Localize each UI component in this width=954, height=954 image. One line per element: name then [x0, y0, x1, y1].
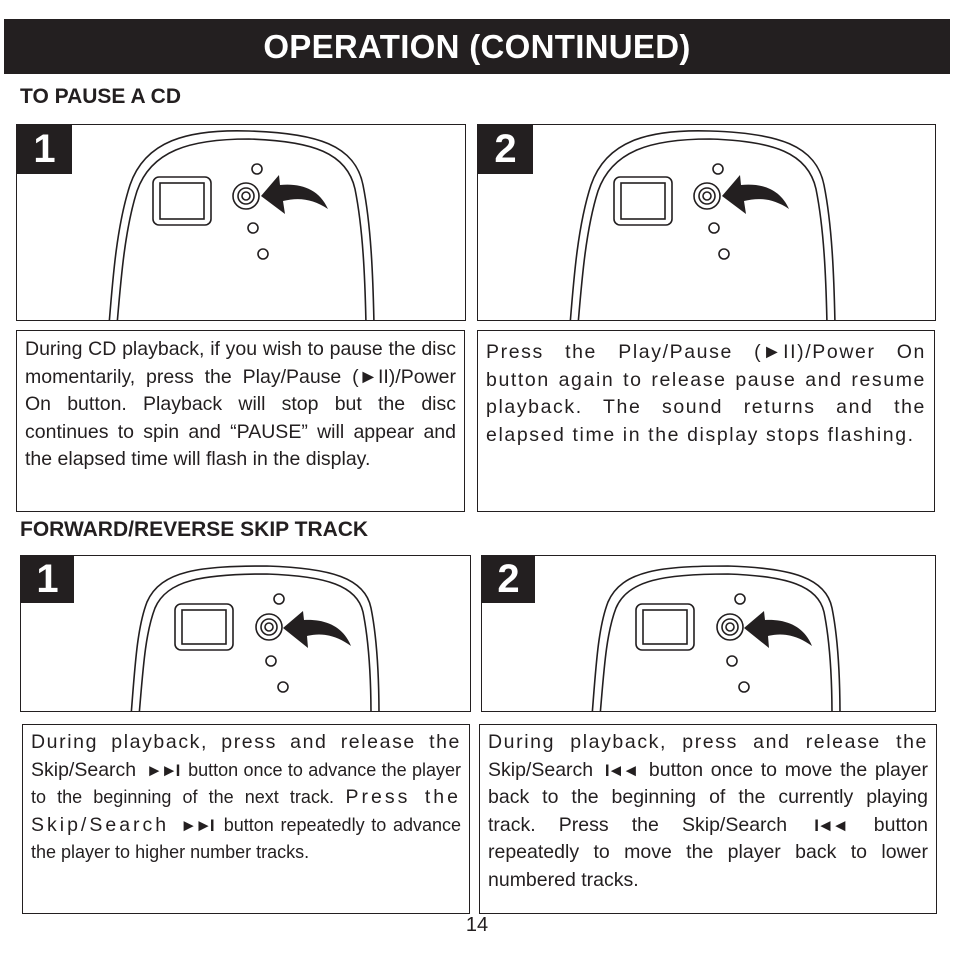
page-number: 14 — [465, 914, 489, 936]
skip-back-icon: I◄◄ — [814, 815, 847, 835]
page-title: OPERATION (CONTINUED) — [4, 19, 950, 74]
curved-arrow-icon — [261, 175, 328, 214]
skip-forward-icon: ►►I — [180, 815, 213, 835]
step-number-badge: 2 — [478, 125, 533, 174]
step-number-badge: 1 — [21, 556, 74, 603]
device-illustration — [482, 556, 935, 711]
step-number-badge: 2 — [482, 556, 535, 603]
skip-forward-icon: ►►I — [145, 760, 179, 780]
curved-arrow-icon — [283, 611, 351, 648]
device-illustration — [478, 125, 935, 320]
device-illustration — [17, 125, 465, 320]
device-illustration — [21, 556, 470, 711]
illustration-panel-pause-1 — [16, 124, 466, 321]
curved-arrow-icon — [744, 611, 812, 648]
instruction-text-pause-1: During CD playback, if you wish to pause the disc momentarily, press the Play/Pause (►II)/Power On button. Playback will stop but the disc continues to spin and “PAUSE” will appear and the elapsed time will flash in the display. — [16, 330, 465, 512]
illustration-panel-pause-2 — [477, 124, 936, 321]
instruction-text-pause-2: Press the Play/Pause (►II)/Power On button again to release pause and resume playback. The sound returns and the elapsed time in the display stops flashing. — [477, 330, 935, 512]
instruction-text-skip-2: During playback, press and release the Skip/Search I◄◄ button once to move the player back to the beginning of the currently playing track. Press the Skip/Search I◄◄ button repeatedly to move the player back to lower numbered tracks. — [479, 724, 937, 914]
skip-back-icon: I◄◄ — [604, 760, 638, 780]
instruction-text-skip-1: During playback, press and release the Skip/Search ►►I button once to advance the player to the beginning of the next track. Press the Skip/Search ►►I button repeatedly to advance the player to higher number tracks. — [22, 724, 470, 914]
step-number-badge: 1 — [17, 125, 72, 174]
illustration-panel-skip-2 — [481, 555, 936, 712]
section-title-skip: FORWARD/REVERSE SKIP TRACK — [20, 518, 369, 541]
section-title-pause: TO PAUSE A CD — [20, 85, 182, 108]
illustration-panel-skip-1 — [20, 555, 471, 712]
curved-arrow-icon — [722, 175, 789, 214]
